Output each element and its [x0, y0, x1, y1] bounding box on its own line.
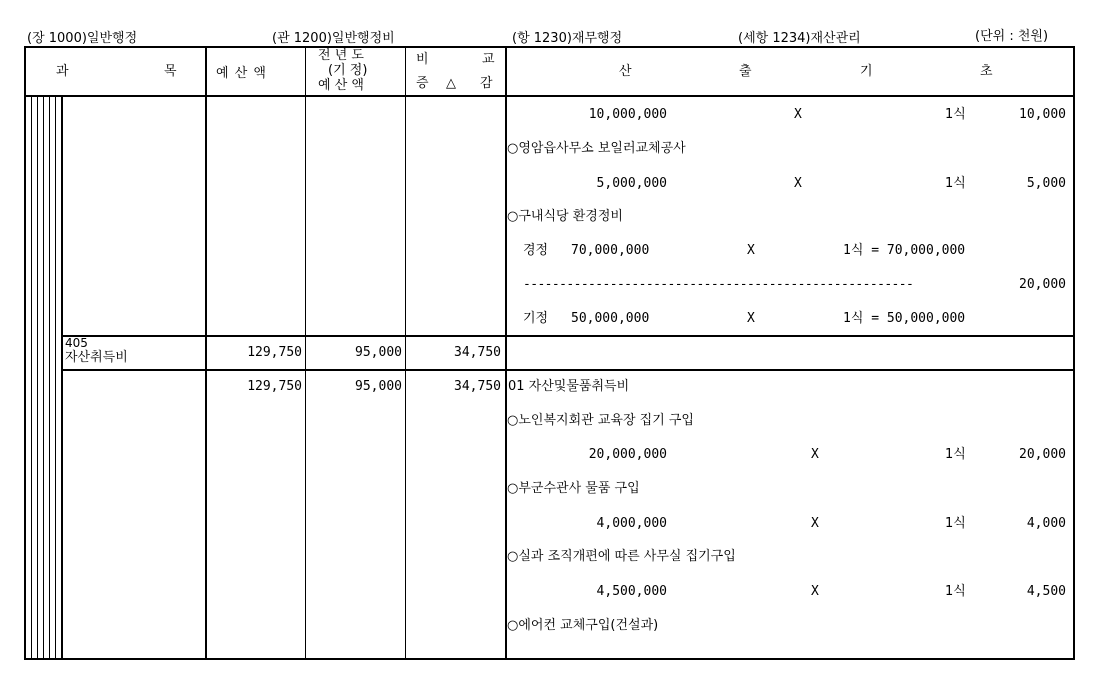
section-bottom-line [62, 369, 1075, 371]
header-jang: (장 1000)일반행정 [27, 31, 138, 46]
col-compare-bot-mid: △ [446, 76, 456, 91]
header-sehang: (세항 1234)재산관리 [738, 31, 861, 46]
basis-x: X [811, 584, 819, 599]
basis-amount: 70,000,000 [571, 243, 650, 258]
table-right-border [1073, 46, 1075, 660]
col-compare-top-left: 비 [416, 52, 429, 67]
basis-total: 4,000 [1026, 516, 1066, 531]
section-diff: 34,750 [454, 345, 501, 360]
basis-amount: 5,000,000 [596, 176, 667, 191]
col-divider-basis [505, 46, 507, 660]
basis-x: X [811, 516, 819, 531]
table-bottom-border [24, 658, 1075, 660]
table-top-border [24, 46, 1075, 48]
basis-amount: 20,000,000 [588, 447, 667, 462]
indent-line-4 [49, 96, 50, 659]
col-basis-3: 기 [860, 64, 873, 79]
basis-amount: 4,000,000 [596, 516, 667, 531]
col-basis-4: 초 [980, 64, 993, 79]
basis-total: 20,000 [1019, 447, 1066, 462]
table-left-border [24, 46, 26, 660]
basis-total: 10,000 [1019, 107, 1066, 122]
col-budget: 예 산 액 [216, 66, 267, 81]
basis-label: 기정 [523, 311, 549, 326]
col-prev-line3: 예 산 액 [318, 78, 364, 93]
sub-diff: 34,750 [454, 379, 501, 394]
header-divider [24, 95, 1075, 97]
sub-budget: 129,750 [247, 379, 302, 394]
col-divider-compare [405, 46, 406, 660]
col-basis-1: 산 [619, 64, 632, 79]
basis-qty: 1식 [945, 584, 966, 599]
basis-x: X [747, 311, 755, 326]
sub-prev: 95,000 [355, 379, 402, 394]
col-gwamok-left: 과 [56, 64, 69, 79]
header-hang: (항 1230)재무행정 [512, 31, 623, 46]
col-divider-budget [205, 46, 207, 660]
basis-qty: 1식 [945, 516, 966, 531]
col-prev-line1: 전 년 도 [318, 48, 364, 63]
header-gwan: (관 1200)일반행정비 [272, 31, 395, 46]
col-compare-top-right: 교 [482, 52, 495, 67]
section-top-line [62, 335, 1075, 337]
section-code: 405 [65, 336, 88, 350]
col-gwamok-right: 목 [164, 64, 177, 79]
section-name: 자산취득비 [65, 350, 128, 365]
basis-total: 20,000 [1019, 277, 1066, 292]
basis-total: 5,000 [1026, 176, 1066, 191]
section-prev: 95,000 [355, 345, 402, 360]
basis-x: X [747, 243, 755, 258]
basis-formula: 1식 = 50,000,000 [843, 311, 966, 326]
col-compare-bot-left: 증 [416, 76, 429, 91]
indent-line-1 [31, 96, 32, 659]
col-basis-2: 출 [739, 64, 752, 79]
section-budget: 129,750 [247, 345, 302, 360]
basis-x: X [794, 176, 802, 191]
col-divider-prev [305, 46, 306, 660]
basis-qty: 1식 [945, 107, 966, 122]
col-prev-line2: (기 정) [328, 63, 368, 78]
basis-x: X [811, 447, 819, 462]
header-unit: (단위 : 천원) [975, 29, 1049, 44]
indent-line-5 [55, 96, 56, 659]
basis-formula: 1식 = 70,000,000 [843, 243, 966, 258]
indent-line-2 [37, 96, 38, 659]
indent-line-3 [43, 96, 44, 659]
basis-amount: 10,000,000 [588, 107, 667, 122]
basis-qty: 1식 [945, 447, 966, 462]
col-compare-bot-right: 감 [480, 76, 493, 91]
indent-line-6 [61, 96, 63, 659]
basis-total: 4,500 [1026, 584, 1066, 599]
basis-item: ○영암읍사무소 보일러교체공사 [507, 141, 686, 156]
basis-label: 경정 [523, 243, 549, 258]
basis-dashes: ------------------------------------------------------ [523, 277, 914, 292]
basis-item: ○노인복지회관 교육장 집기 구입 [507, 413, 694, 428]
basis-item: ○부군수관사 물품 구입 [507, 481, 640, 496]
basis-item: ○실과 조직개편에 따른 사무실 집기구입 [507, 549, 736, 564]
basis-amount: 4,500,000 [596, 584, 667, 599]
basis-item: ○구내식당 환경정비 [507, 209, 623, 224]
basis-x: X [794, 107, 802, 122]
basis-item: ○에어컨 교체구입(건설과) [507, 618, 659, 633]
basis-qty: 1식 [945, 176, 966, 191]
basis-amount: 50,000,000 [571, 311, 650, 326]
sub-title: 01 자산및물품취득비 [508, 379, 630, 394]
